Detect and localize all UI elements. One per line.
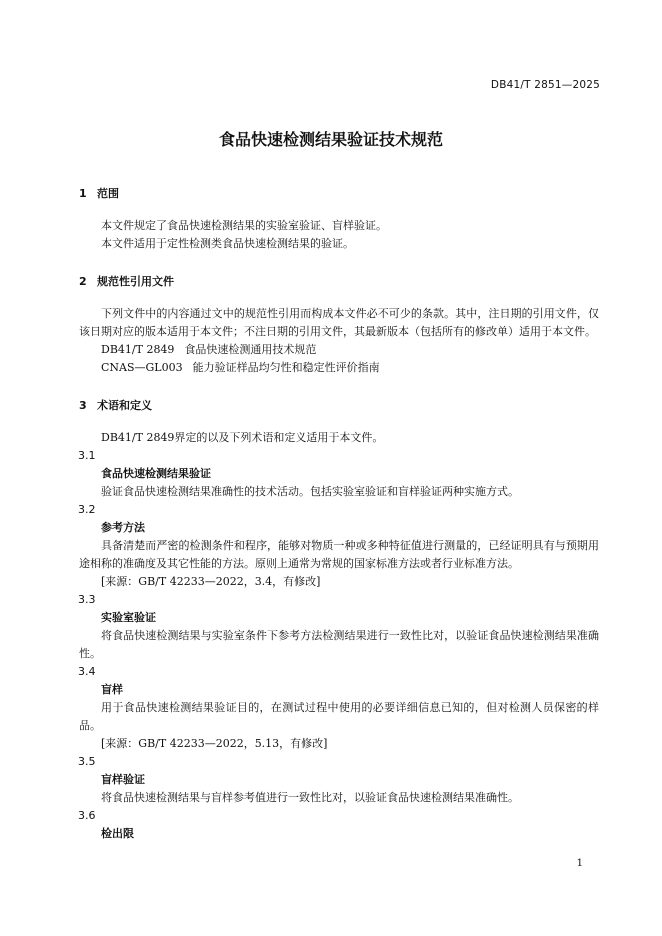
section-number: 2: [79, 275, 87, 288]
term-name: 实验室验证: [101, 611, 156, 624]
term-source-note: [来源：GB/T 42233—2022，3.4，有修改]: [101, 575, 321, 588]
term-number: 3.4: [78, 665, 96, 678]
section-title: 范围: [97, 187, 119, 200]
term-definition: 将食品快速检测结果与实验室条件下参考方法检测结果进行一致性比对，以验证食品快速检测结果准确性。: [79, 629, 599, 660]
paragraph: 本文件适用于定性检测类食品快速检测结果的验证。: [101, 237, 354, 250]
paragraph: 本文件规定了食品快速检测结果的实验室验证、盲样验证。: [101, 219, 387, 232]
term-definition: 用于食品快速检测结果验证目的，在测试过程中使用的必要详细信息已知的，但对检测人员保密的样品。: [79, 701, 599, 732]
normative-reference: [79, 359, 599, 377]
page-number: 1: [576, 858, 583, 869]
document-body: [79, 183, 599, 843]
reference-code: CNAS—GL003: [101, 361, 183, 374]
section-number: 1: [79, 187, 87, 200]
term-number: 3.1: [78, 449, 96, 462]
section-title: 规范性引用文件: [97, 275, 174, 288]
term-number: 3.6: [78, 809, 96, 822]
term-name: 检出限: [101, 827, 134, 840]
document-code: DB41/T 2851—2025: [490, 79, 600, 91]
normative-reference: [79, 341, 599, 359]
term-source-note: [来源：GB/T 42233—2022，5.13，有修改]: [101, 737, 328, 750]
term-name: 盲样验证: [101, 773, 145, 786]
reference-title: 食品快速检测通用技术规范: [184, 343, 317, 356]
section-number: 3: [79, 399, 87, 412]
term-number: 3.2: [78, 503, 96, 516]
term-name: 参考方法: [101, 521, 145, 534]
section-heading-2: [79, 271, 599, 293]
term-number: 3.5: [78, 755, 96, 768]
term-number: 3.3: [78, 593, 96, 606]
document-title: 食品快速检测结果验证技术规范: [218, 130, 443, 149]
term-definition: 具备清楚而严密的检测条件和程序，能够对物质一种或多种特征值进行测量的，已经证明具有与预期用途相称的准确度及其它性能的方法。原则上通常为常规的国家标准方法或者行业标准方法。: [79, 539, 599, 570]
section-title: 术语和定义: [97, 399, 152, 412]
reference-title: 能力验证样品均匀性和稳定性评价指南: [192, 361, 380, 374]
term-definition: 验证食品快速检测结果准确性的技术活动。包括实验室验证和盲样验证两种实施方式。: [101, 485, 519, 498]
term-name: 食品快速检测结果验证: [101, 467, 211, 480]
paragraph: DB41/T 2849界定的以及下列术语和定义适用于本文件。: [101, 431, 384, 444]
section-heading-3: [79, 395, 599, 417]
section-heading-1: [79, 183, 599, 205]
paragraph: 下列文件中的内容通过文中的规范性引用而构成本文件必不可少的条款。其中，注日期的引用文件，仅该日期对应的版本适用于本文件；不注日期的引用文件，其最新版本（包括所有的修改单）适用于本文件。: [79, 307, 599, 338]
term-definition: 将食品快速检测结果与盲样参考值进行一致性比对，以验证食品快速检测结果准确性。: [101, 791, 519, 804]
term-name: 盲样: [101, 683, 123, 696]
reference-code: DB41/T 2849: [101, 343, 175, 356]
